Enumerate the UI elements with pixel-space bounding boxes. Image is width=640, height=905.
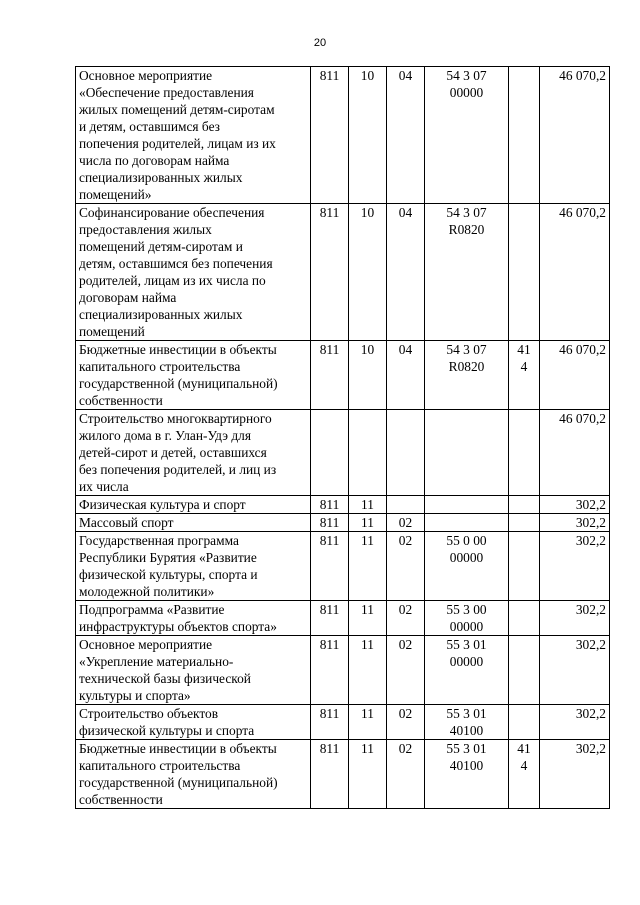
item-name-cell-line: «Обеспечение предоставления <box>79 85 254 100</box>
target-article-cell <box>425 636 509 705</box>
table-row <box>76 636 610 705</box>
item-name-cell-line: помещений <box>79 324 145 339</box>
amount-cell: 302,2 <box>540 532 610 601</box>
item-name-cell-line: их числа <box>79 479 129 494</box>
expense-type-cell <box>509 705 540 740</box>
expense-type-cell <box>509 514 540 532</box>
expense-type-cell <box>509 496 540 514</box>
expense-type-cell <box>509 410 540 496</box>
item-name-cell-line: капитального строительства <box>79 359 241 374</box>
subsection-code-cell: 02 <box>387 740 425 809</box>
target-article-cell <box>425 705 509 740</box>
target-article-cell-line: 00000 <box>449 619 484 634</box>
target-article-cell-line: 55 3 01 <box>446 637 487 652</box>
item-name-cell-line: Государственная программа <box>79 533 239 548</box>
table-row <box>76 514 610 532</box>
item-name-cell-line: Основное мероприятие <box>79 637 213 652</box>
amount-cell: 302,2 <box>540 601 610 636</box>
target-article-cell-line: 55 3 01 <box>446 741 487 756</box>
page-number: 20 <box>313 37 327 49</box>
subsection-code-cell: 02 <box>387 532 425 601</box>
item-name-cell-line: Бюджетные инвестиции в объекты <box>79 342 277 357</box>
item-name-cell-line: специализированных жилых <box>79 307 243 322</box>
subsection-code-cell: 02 <box>387 514 425 532</box>
table-row <box>76 740 610 809</box>
expense-type-cell <box>509 67 540 204</box>
expense-type-cell <box>509 204 540 341</box>
grbs-code-cell: 811 <box>311 496 349 514</box>
item-name-cell-line: Физическая культура и спорт <box>79 497 246 512</box>
table-row <box>76 67 610 204</box>
target-article-cell <box>425 601 509 636</box>
subsection-code-cell: 02 <box>387 705 425 740</box>
amount-cell: 46 070,2 <box>540 410 610 496</box>
section-code-cell: 11 <box>349 514 387 532</box>
expense-type-cell-line: 41 <box>517 342 531 357</box>
item-name-cell-line: без попечения родителей, и лиц из <box>79 462 277 477</box>
target-article-cell-line: 54 3 07 <box>446 205 487 220</box>
item-name-cell-line: Строительство многоквартирного <box>79 411 272 426</box>
grbs-code-cell: 811 <box>311 636 349 705</box>
target-article-cell <box>425 514 509 532</box>
target-article-cell-line: 40100 <box>449 723 484 738</box>
target-article-cell-line: 54 3 07 <box>446 342 487 357</box>
item-name-cell-line: собственности <box>79 393 163 408</box>
item-name-cell-line: физической культуры и спорта <box>79 723 255 738</box>
amount-cell: 302,2 <box>540 514 610 532</box>
item-name-cell-line: Республики Бурятия «Развитие <box>79 550 257 565</box>
expense-type-cell <box>509 636 540 705</box>
section-code-cell: 11 <box>349 636 387 705</box>
item-name-cell <box>76 740 311 809</box>
expense-type-cell-line: 4 <box>520 359 528 374</box>
grbs-code-cell: 811 <box>311 601 349 636</box>
item-name-cell <box>76 514 311 532</box>
target-article-cell-line: 55 3 00 <box>446 602 487 617</box>
item-name-cell-line: детям, оставшимся без попечения <box>79 256 273 271</box>
table-row <box>76 204 610 341</box>
item-name-cell-line: попечения родителей, лицам из их <box>79 136 276 151</box>
item-name-cell <box>76 204 311 341</box>
item-name-cell-line: государственной (муниципальной) <box>79 376 278 391</box>
item-name-cell-line: и детям, оставшимся без <box>79 119 220 134</box>
expense-type-cell <box>509 740 540 809</box>
item-name-cell-line: специализированных жилых <box>79 170 243 185</box>
item-name-cell <box>76 410 311 496</box>
item-name-cell-line: собственности <box>79 792 163 807</box>
expense-type-cell <box>509 532 540 601</box>
item-name-cell-line: Бюджетные инвестиции в объекты <box>79 741 277 756</box>
item-name-cell-line: жилых помещений детям-сиротам <box>79 102 275 117</box>
target-article-cell <box>425 204 509 341</box>
target-article-cell-line: R0820 <box>448 359 485 374</box>
grbs-code-cell: 811 <box>311 341 349 410</box>
subsection-code-cell <box>387 496 425 514</box>
item-name-cell-line: жилого дома в г. Улан-Удэ для <box>79 428 251 443</box>
item-name-cell-line: родителей, лицам из их числа по <box>79 273 266 288</box>
target-article-cell-line: 55 0 00 <box>446 533 487 548</box>
grbs-code-cell: 811 <box>311 67 349 204</box>
expense-type-cell <box>509 601 540 636</box>
expense-type-cell <box>509 341 540 410</box>
item-name-cell-line: культуры и спорта» <box>79 688 191 703</box>
item-name-cell-line: Подпрограмма «Развитие <box>79 602 225 617</box>
item-name-cell-line: Массовый спорт <box>79 515 174 530</box>
item-name-cell <box>76 496 311 514</box>
table-body <box>76 67 610 809</box>
expense-type-cell-line: 4 <box>520 758 528 773</box>
item-name-cell <box>76 67 311 204</box>
target-article-cell <box>425 67 509 204</box>
grbs-code-cell: 811 <box>311 514 349 532</box>
section-code-cell: 11 <box>349 496 387 514</box>
table-row <box>76 532 610 601</box>
item-name-cell-line: Софинансирование обеспечения <box>79 205 265 220</box>
target-article-cell <box>425 740 509 809</box>
amount-cell: 302,2 <box>540 496 610 514</box>
subsection-code-cell <box>387 410 425 496</box>
amount-cell: 46 070,2 <box>540 341 610 410</box>
grbs-code-cell <box>311 410 349 496</box>
item-name-cell-line: «Укрепление материально- <box>79 654 234 669</box>
item-name-cell-line: помещений детям-сиротам и <box>79 239 243 254</box>
target-article-cell-line: R0820 <box>448 222 485 237</box>
section-code-cell: 10 <box>349 67 387 204</box>
item-name-cell <box>76 705 311 740</box>
target-article-cell <box>425 341 509 410</box>
grbs-code-cell: 811 <box>311 740 349 809</box>
table-row <box>76 705 610 740</box>
grbs-code-cell: 811 <box>311 204 349 341</box>
section-code-cell: 11 <box>349 601 387 636</box>
item-name-cell-line: помещений» <box>79 187 152 202</box>
target-article-cell-line: 55 3 01 <box>446 706 487 721</box>
table-row <box>76 410 610 496</box>
subsection-code-cell: 04 <box>387 341 425 410</box>
item-name-cell <box>76 341 311 410</box>
target-article-cell <box>425 410 509 496</box>
item-name-cell <box>76 636 311 705</box>
target-article-cell-line: 54 3 07 <box>446 68 487 83</box>
item-name-cell-line: числа по договорам найма <box>79 153 230 168</box>
item-name-cell-line: детей-сирот и детей, оставшихся <box>79 445 267 460</box>
target-article-cell-line: 00000 <box>449 85 484 100</box>
expense-type-cell-line: 41 <box>517 741 531 756</box>
section-code-cell: 11 <box>349 705 387 740</box>
item-name-cell-line: Основное мероприятие <box>79 68 213 83</box>
grbs-code-cell: 811 <box>311 705 349 740</box>
item-name-cell <box>76 601 311 636</box>
target-article-cell-line: 00000 <box>449 654 484 669</box>
item-name-cell-line: договорам найма <box>79 290 177 305</box>
subsection-code-cell: 02 <box>387 636 425 705</box>
item-name-cell <box>76 532 311 601</box>
table-row <box>76 496 610 514</box>
section-code-cell: 10 <box>349 204 387 341</box>
item-name-cell-line: инфраструктуры объектов спорта» <box>79 619 277 634</box>
target-article-cell-line: 40100 <box>449 758 484 773</box>
item-name-cell-line: физической культуры, спорта и <box>79 567 258 582</box>
grbs-code-cell: 811 <box>311 532 349 601</box>
item-name-cell-line: Строительство объектов <box>79 706 219 721</box>
section-code-cell <box>349 410 387 496</box>
item-name-cell-line: предоставления жилых <box>79 222 212 237</box>
section-code-cell: 10 <box>349 341 387 410</box>
target-article-cell <box>425 532 509 601</box>
amount-cell: 46 070,2 <box>540 204 610 341</box>
target-article-cell-line: 00000 <box>449 550 484 565</box>
section-code-cell: 11 <box>349 532 387 601</box>
amount-cell: 302,2 <box>540 636 610 705</box>
section-code-cell: 11 <box>349 740 387 809</box>
amount-cell: 302,2 <box>540 740 610 809</box>
item-name-cell-line: государственной (муниципальной) <box>79 775 278 790</box>
subsection-code-cell: 04 <box>387 67 425 204</box>
amount-cell: 302,2 <box>540 705 610 740</box>
item-name-cell-line: технической базы физической <box>79 671 251 686</box>
budget-table <box>75 66 610 809</box>
item-name-cell-line: капитального строительства <box>79 758 241 773</box>
table-row <box>76 341 610 410</box>
subsection-code-cell: 04 <box>387 204 425 341</box>
item-name-cell-line: молодежной политики» <box>79 584 215 599</box>
target-article-cell <box>425 496 509 514</box>
table-row <box>76 601 610 636</box>
amount-cell: 46 070,2 <box>540 67 610 204</box>
subsection-code-cell: 02 <box>387 601 425 636</box>
